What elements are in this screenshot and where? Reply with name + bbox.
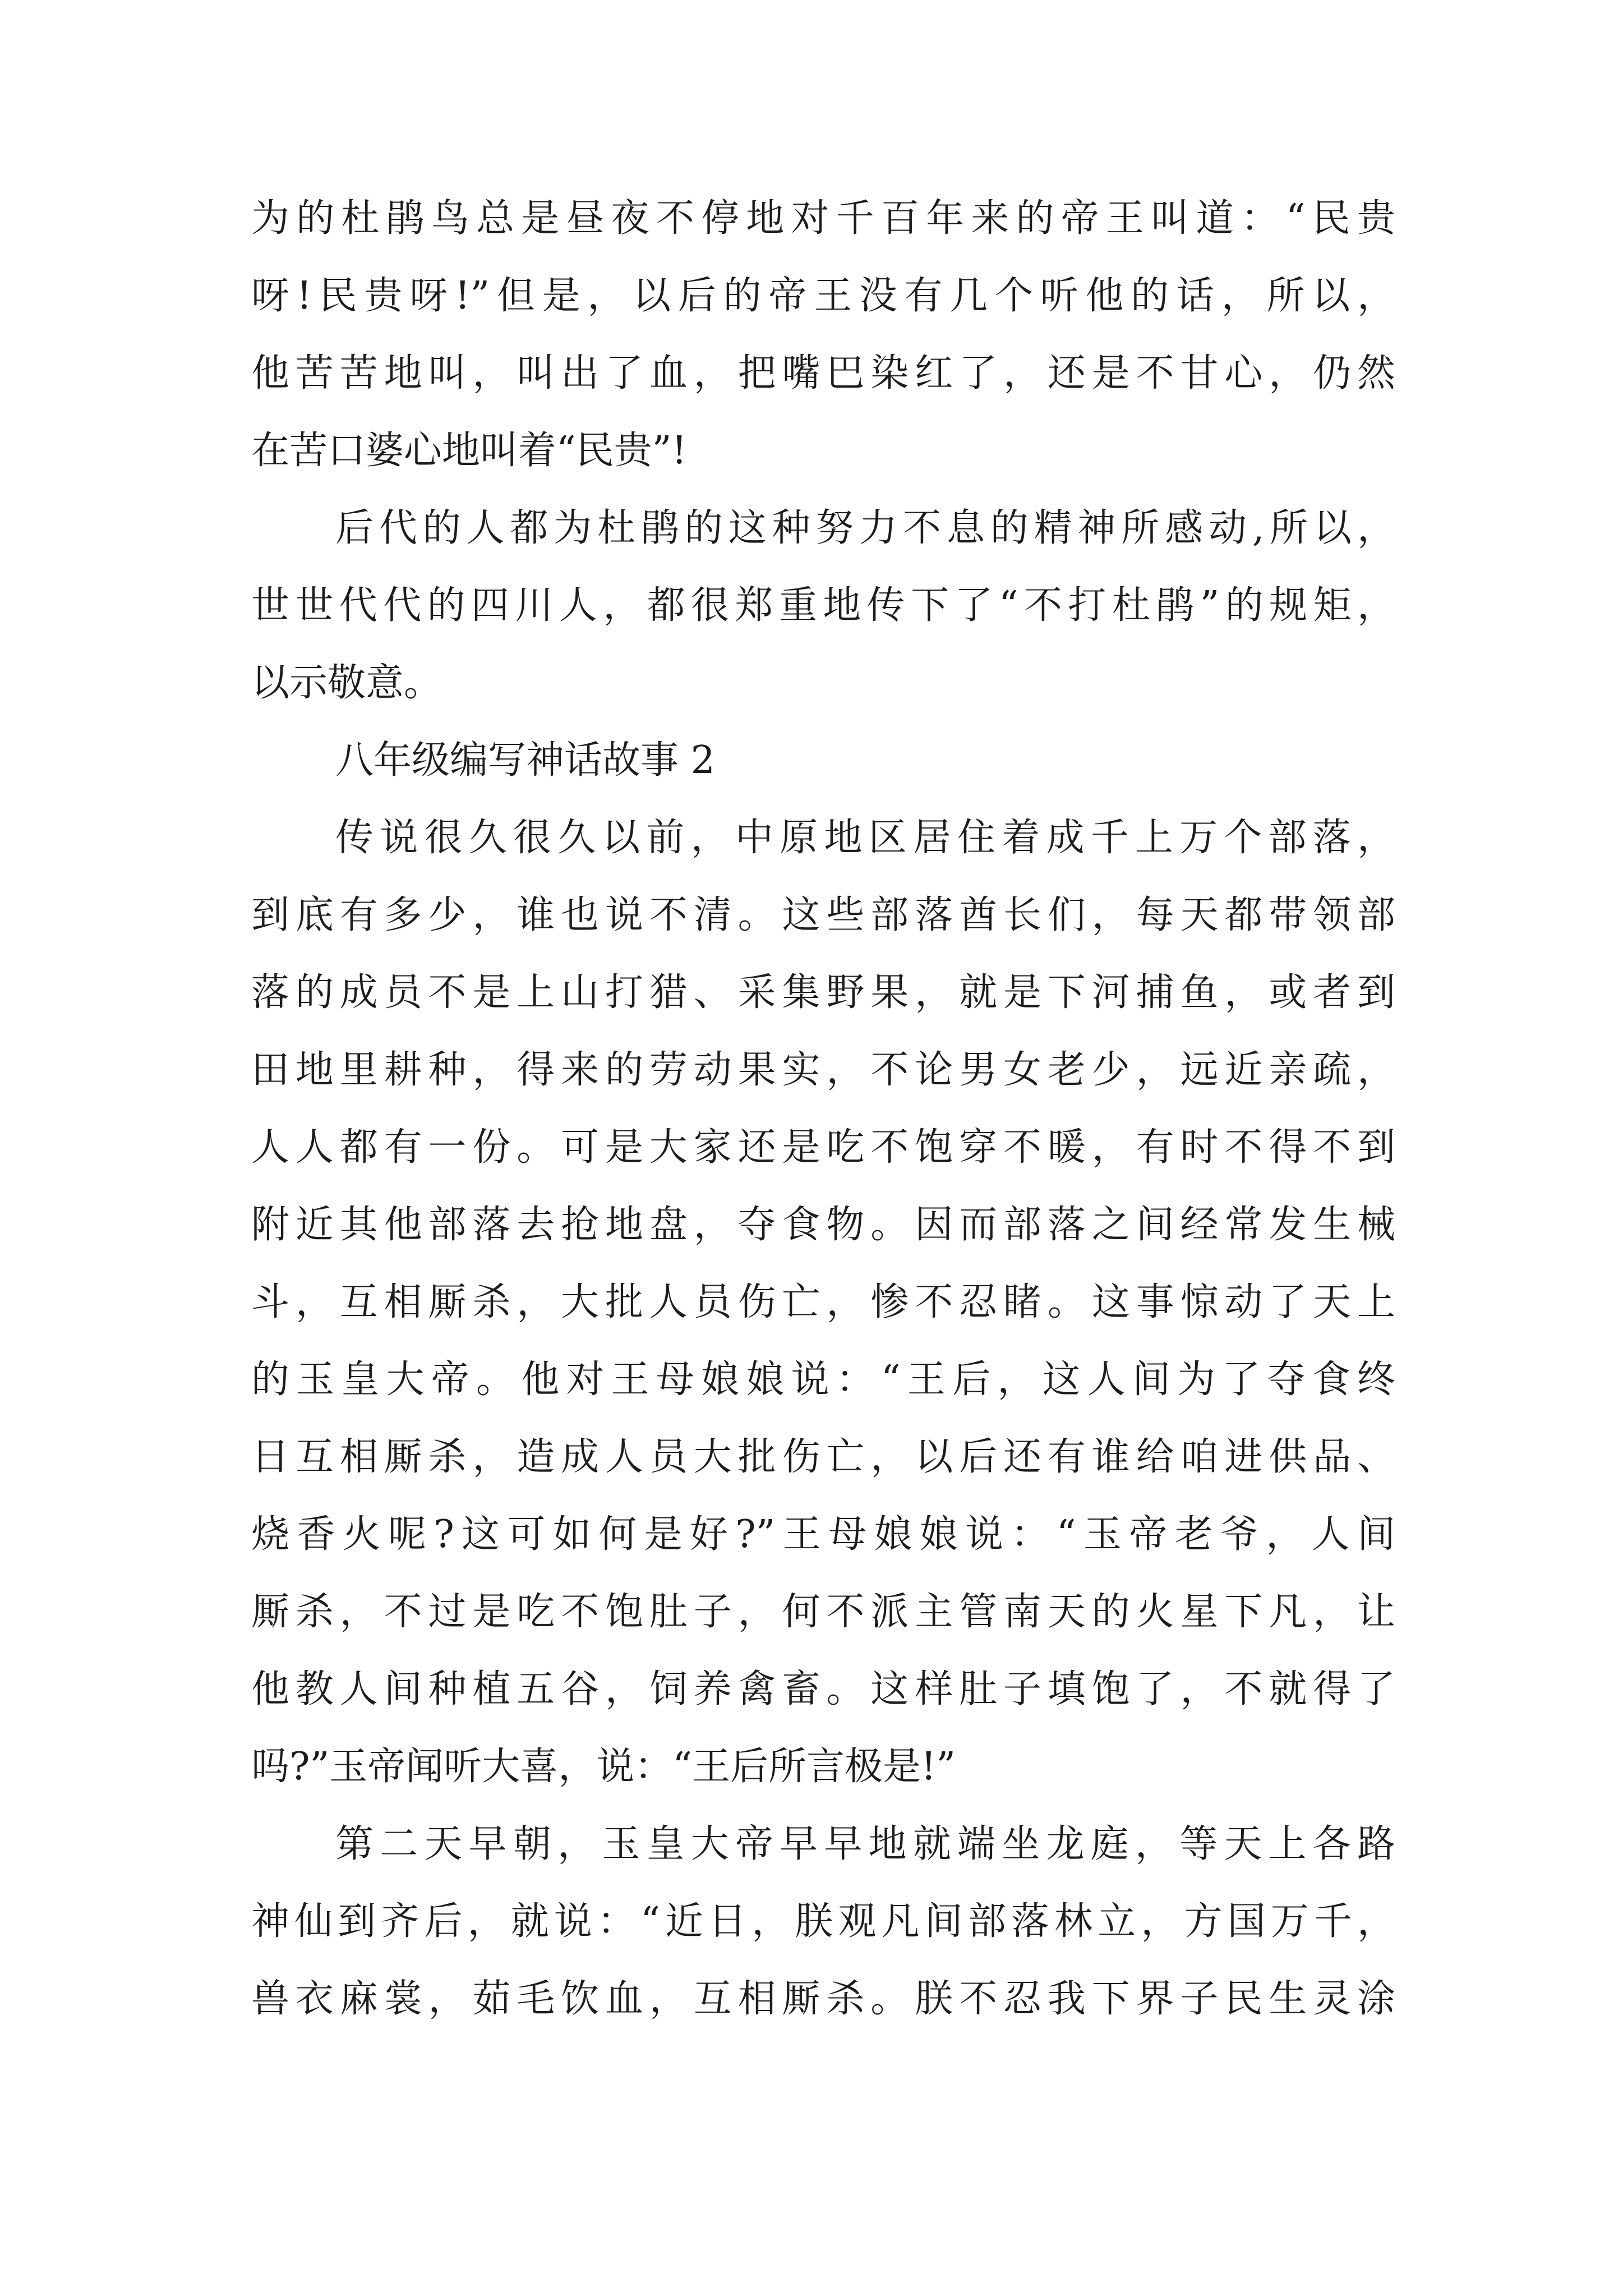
text-line: 呀!民贵呀!”但是，以后的帝王没有几个听他的话，所以， xyxy=(251,274,1395,318)
section-heading: 八年级编写神话故事 2 xyxy=(335,738,715,783)
text-line: 后代的人都为杜鹃的这种努力不息的精神所感动,所以， xyxy=(335,506,1395,550)
text-line: 为的杜鹃鸟总是昼夜不停地对千百年来的帝王叫道：“民贵 xyxy=(251,196,1395,241)
text-line: 他教人间种植五谷，饲养禽畜。这样肚子填饱了，不就得了 xyxy=(251,1667,1395,1711)
text-line: 人人都有一份。可是大家还是吃不饱穿不暖，有时不得不到 xyxy=(251,1125,1395,1170)
text-line: 附近其他部落去抢地盘，夺食物。因而部落之间经常发生械 xyxy=(251,1203,1395,1247)
text-line: 的玉皇大帝。他对王母娘娘说：“王后，这人间为了夺食终 xyxy=(251,1358,1395,1402)
text-line: 斗，互相厮杀，大批人员伤亡，惨不忍睹。这事惊动了天上 xyxy=(251,1280,1395,1324)
text-line: 到底有多少，谁也说不清。这些部落酋长们，每天都带领部 xyxy=(251,893,1395,937)
text-line: 以示敬意。 xyxy=(251,661,442,705)
text-line: 在苦口婆心地叫着“民贵”! xyxy=(251,429,687,473)
text-line: 神仙到齐后，就说：“近日，朕观凡间部落林立，方国万千， xyxy=(251,1899,1395,1944)
text-line: 烧香火呢?这可如何是好?”王母娘娘说：“玉帝老爷，人间 xyxy=(251,1512,1395,1557)
text-line: 落的成员不是上山打猎、采集野果，就是下河捕鱼，或者到 xyxy=(251,970,1395,1015)
text-line: 世世代代的四川人，都很郑重地传下了“不打杜鹃”的规矩， xyxy=(251,583,1395,628)
text-line: 吗?”玉帝闻听大喜，说：“王后所言极是!” xyxy=(251,1745,956,1789)
text-line: 他苦苦地叫，叫出了血，把嘴巴染红了，还是不甘心，仍然 xyxy=(251,351,1395,395)
text-line: 第二天早朝，玉皇大帝早早地就端坐龙庭，等天上各路 xyxy=(335,1822,1395,1866)
text-line: 厮杀，不过是吃不饱肚子，何不派主管南天的火星下凡，让 xyxy=(251,1590,1395,1634)
text-line: 日互相厮杀，造成人员大批伤亡，以后还有谁给咱进供品、 xyxy=(251,1435,1395,1479)
text-line: 田地里耕种，得来的劳动果实，不论男女老少，远近亲疏， xyxy=(251,1048,1395,1092)
text-line: 传说很久很久以前，中原地区居住着成千上万个部落， xyxy=(335,816,1395,860)
text-line: 兽衣麻裳，茹毛饮血，互相厮杀。朕不忍我下界子民生灵涂 xyxy=(251,1977,1395,2021)
